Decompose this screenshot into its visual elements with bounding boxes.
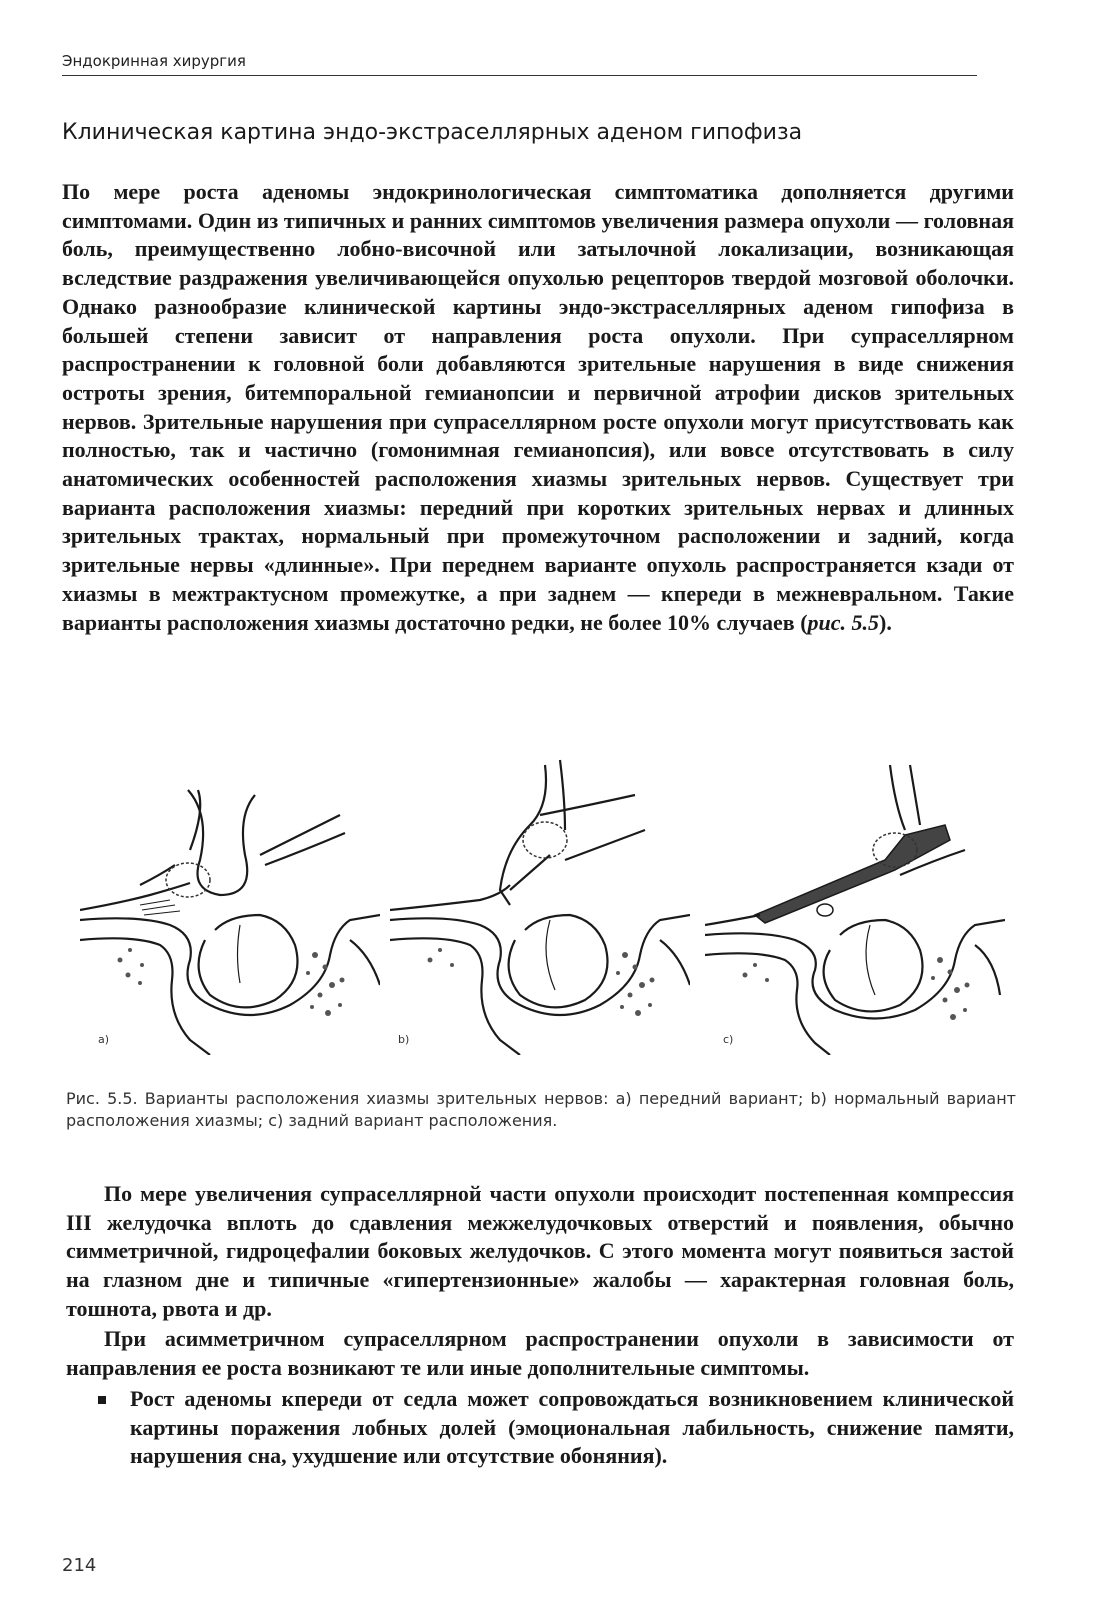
panel-label-a: a) <box>98 1033 110 1046</box>
bullet-text: Рост аденомы кпереди от седла может сопровождаться возникновением клинической картины поражения лобных долей (эмоциональная лабильность, снижение памяти, нарушения сна, ухудшение или отсутствие обоняния). <box>130 1386 1014 1469</box>
figure-caption: Рис. 5.5. Варианты расположения хиазмы зрительных нервов: a) передний вариант; b) нормальный вариант расположения хиазмы; c) задний вариант расположения. <box>66 1089 1016 1130</box>
figure-panel-a <box>80 755 380 1055</box>
paragraph-1 <box>62 178 1014 637</box>
panel-label-b: b) <box>398 1033 410 1046</box>
figure-panel-c <box>705 755 1005 1055</box>
bullet-item <box>98 1385 1014 1471</box>
figure-reference-link[interactable]: рис. 5.5 <box>807 609 880 635</box>
figure-panel-b <box>390 755 690 1055</box>
paragraph-1-text: По мере роста аденомы эндокринологическая симптоматика дополняется другими симптомами. Один из типичных и ранних симптомов увеличения размера опухоли — головная боль, преимущественно лобно-височной или затылочной локализации, возникающая вследствие раздражения увеличивающейся опухолью рецепторов твердой мозговой оболочки. Однако разнообразие клинической картины эндо-экстраселлярных аденом гипофиза в большей степени зависит от направления роста опухоли. При супраселлярном распространении к головной боли добавляются зрительные нарушения в виде снижения остроты зрения, битемпоральной гемианопсии и первичной атрофии дисков зрительных нервов. Зрительные нарушения при супраселлярном росте опухоли могут присутствовать как полностью, так и частично (гомонимная гемианопсия), или вовсе отсутствовать в силу анатомических особенностей расположения хиазмы зрительных нервов. Существует три варианта расположения хиазмы: передний при коротких зрительных нервах и длинных зрительных трактах, нормальный при промежуточном расположении и задний, когда зрительные нервы «длинные». При переднем варианте опухоль распространяется кзади от хиазмы в межтрактусном промежутке, а при заднем — кпереди в межневральном. Такие варианты расположения хиазмы достаточно редки, не более 10% случаев ( <box>62 179 1014 635</box>
paragraph-1-end: ). <box>879 609 892 635</box>
paragraph-2: По мере увеличения супраселлярной части опухоли происходит постепенная компрессия III желудочка вплоть до сдавления межжелудочковых отверстий и появления, обычно симметричной, гидроцефалии боковых желудочков. С этого момента могут появиться застой на глазном дне и типичные «гипертензионные» жалобы — характерная головная боль, тошнота, рвота и др. <box>66 1181 1014 1321</box>
paragraph-3: При асимметричном супраселлярном распространении опухоли в зависимости от направления ее роста возникают те или иные дополнительные симптомы. <box>66 1326 1014 1380</box>
section-title: Клиническая картина эндо-экстраселлярных аденом гипофиза <box>62 120 803 145</box>
page-number: 214 <box>62 1555 97 1576</box>
running-head: Эндокринная хирургия <box>62 52 246 70</box>
panel-label-c: c) <box>723 1033 734 1046</box>
bullet-square-icon <box>98 1396 106 1404</box>
header-rule <box>62 75 977 76</box>
figure-5-5 <box>80 755 1020 1060</box>
